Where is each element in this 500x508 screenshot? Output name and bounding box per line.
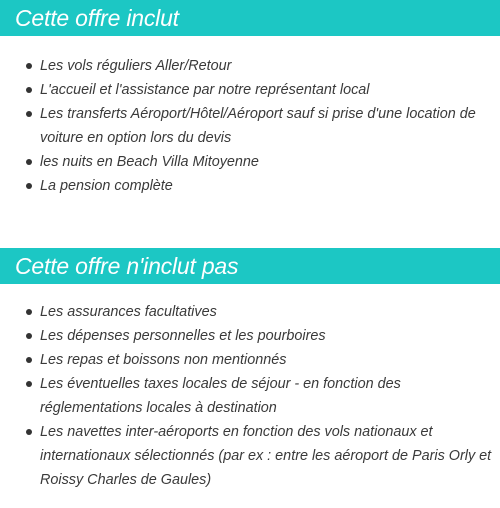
list-item (0, 300, 500, 324)
bullet-icon (26, 429, 32, 435)
list-item-text: L'accueil et l'assistance par notre représentant local (40, 82, 370, 98)
excludes-section-header (0, 248, 500, 284)
bullet-icon (26, 183, 32, 189)
includes-title: Cette offre inclut (15, 5, 179, 31)
list-item-text: Les dépenses personnelles et les pourboires (40, 328, 326, 344)
list-item (0, 420, 500, 492)
list-item-text: Les navettes inter-aéroports en fonction des vols nationaux et internationaux sélectionnés (par ex : entre les aéroport de Paris Orly et Roissy Charles de Gaules) (40, 424, 492, 488)
includes-section-header (0, 0, 500, 36)
list-item (0, 324, 500, 348)
list-item (0, 174, 500, 198)
list-item-text: Les repas et boissons non mentionnés (40, 352, 287, 368)
list-item-text: Les éventuelles taxes locales de séjour - en fonction des réglementations locales à destination (40, 376, 401, 416)
excludes-list (0, 300, 500, 492)
list-item (0, 372, 500, 420)
list-item-text: La pension complète (40, 178, 173, 194)
bullet-icon (26, 309, 32, 315)
list-item (0, 102, 500, 150)
list-item-text: Les vols réguliers Aller/Retour (40, 58, 232, 74)
includes-list (0, 54, 500, 198)
list-item (0, 78, 500, 102)
list-item (0, 150, 500, 174)
bullet-icon (26, 111, 32, 117)
list-item-text: Les transferts Aéroport/Hôtel/Aéroport sauf si prise d'une location de voiture en option lors du devis (40, 106, 476, 146)
bullet-icon (26, 357, 32, 363)
bullet-icon (26, 63, 32, 69)
excludes-title: Cette offre n'inclut pas (15, 253, 239, 279)
list-item-text: Les assurances facultatives (40, 304, 217, 320)
list-item (0, 348, 500, 372)
bullet-icon (26, 159, 32, 165)
list-item (0, 54, 500, 78)
bullet-icon (26, 87, 32, 93)
list-item-text: les nuits en Beach Villa Mitoyenne (40, 154, 259, 170)
bullet-icon (26, 333, 32, 339)
bullet-icon (26, 381, 32, 387)
